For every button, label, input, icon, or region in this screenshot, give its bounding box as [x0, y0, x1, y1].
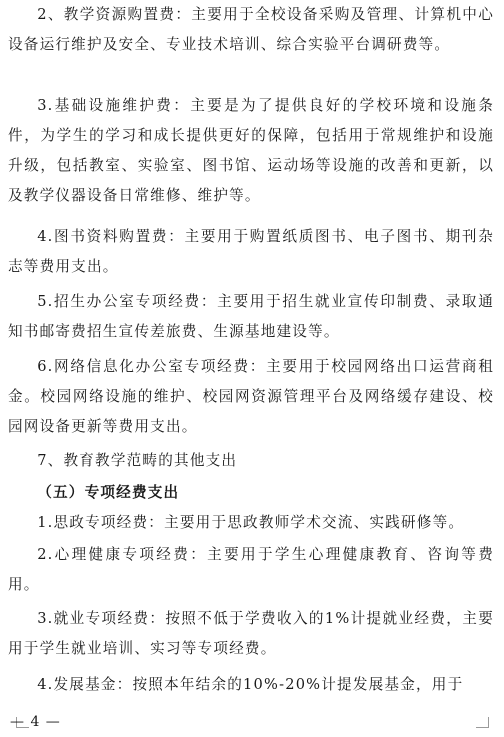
paragraph-network-office: 6.网络信息化办公室专项经费：主要用于校园网络出口运营商租金。校园网络设施的维护、校园网资源管理平台及网络缓存建设、校园网设备更新等费用支出。 [8, 358, 494, 435]
paragraph-infrastructure: 3.基础设施维护费：主要是为了提供良好的学校环境和设施条件，为学生的学习和成长提供更好的保障，包括用于常规维护和设施升级，包括教室、实验室、图书馆、运动场等设施的改善和更新，以及教学仪器设备日常维修、维护等。 [8, 97, 494, 204]
paragraph-admissions-office: 5.招生办公室专项经费：主要用于招生就业宣传印制费、录取通知书邮寄费招生宣传差旅费、生源基地建设等。 [8, 293, 494, 340]
paragraph-teaching-resources: 2、教学资源购置费：主要用于全校设备采购及管理、计算机中心设备运行维护及安全、专业技术培训、综合实验平台调研费等。 [8, 6, 494, 53]
paragraph-ideological-fund: 1.思政专项经费：主要用于思政教师学术交流、实践研修等。 [37, 514, 465, 531]
paragraph-other-expenses: 7、教育教学范畴的其他支出 [37, 452, 238, 469]
paragraph-mental-health-fund: 2.心理健康专项经费：主要用于学生心理健康教育、咨询等费用。 [8, 546, 494, 593]
paragraph-employment-fund: 3.就业专项经费：按照不低于学费收入的1%计提就业经费，主要用于学生就业培训、实习等专项经费。 [8, 610, 494, 657]
page-corner-mark-right [476, 717, 489, 728]
section-heading: （五）专项经费支出 [37, 484, 180, 501]
page-number: — 4 — [10, 714, 61, 730]
paragraph-development-fund: 4.发展基金：按照本年结余的10%-20%计提发展基金，用于 [37, 676, 464, 693]
paragraph-library-materials: 4.图书资料购置费：主要用于购置纸质图书、电子图书、期刊杂志等费用支出。 [8, 228, 494, 275]
